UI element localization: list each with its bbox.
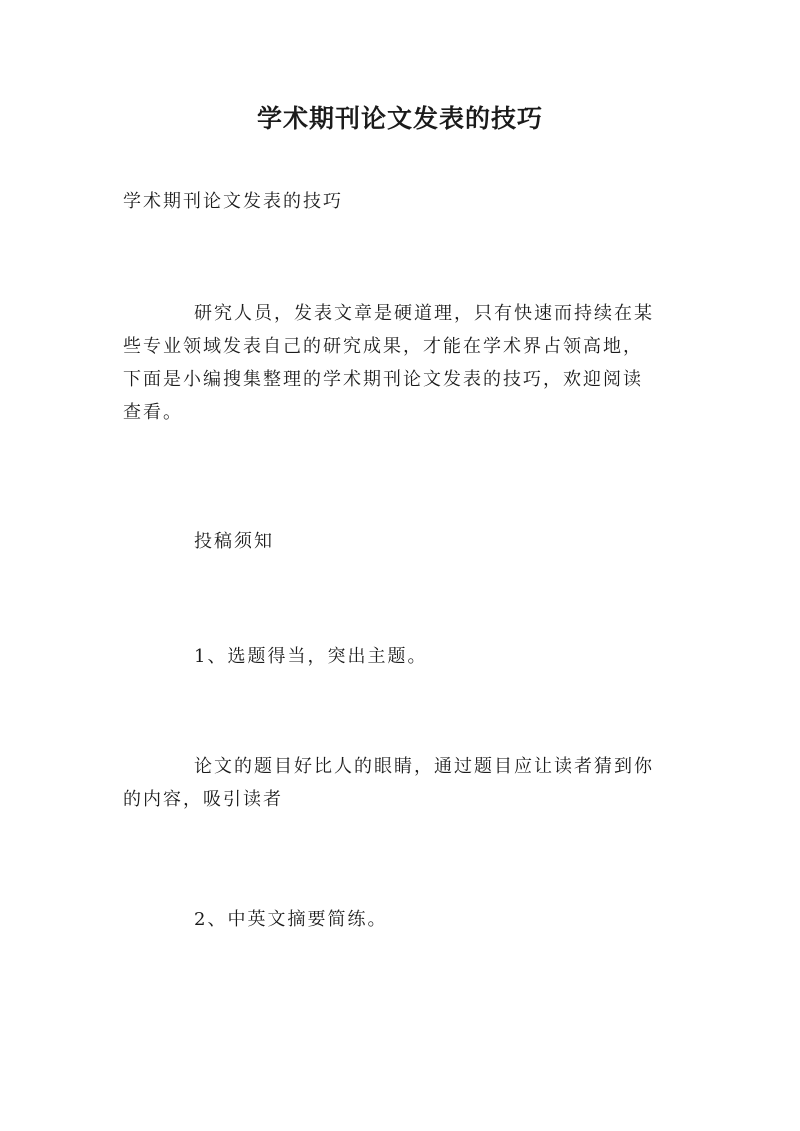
section-heading-text: 投稿须知 (194, 531, 274, 552)
document-title: 学术期刊论文发表的技巧 (256, 104, 543, 133)
section-heading (123, 525, 683, 558)
intro-line: 些专业领域发表自己的研究成果，才能在学术界占领高地， (123, 336, 643, 357)
point-1-heading (123, 640, 683, 673)
intro-paragraph (123, 297, 683, 429)
document-subtitle (123, 185, 683, 218)
point-1-body-line: 的内容，吸引读者 (123, 789, 283, 810)
intro-line: 下面是小编搜集整理的学术期刊论文发表的技巧，欢迎阅读 (123, 369, 643, 390)
point-2-heading (123, 903, 683, 936)
subtitle-text: 学术期刊论文发表的技巧 (123, 191, 343, 212)
point-2-heading-text: 2、中英文摘要简练。 (194, 909, 388, 930)
point-1-body-line: 论文的题目好比人的眼睛，通过题目应让读者猜到你 (194, 756, 654, 777)
point-1-body (123, 750, 683, 816)
intro-line: 查看。 (123, 402, 183, 423)
intro-line: 研究人员，发表文章是硬道理，只有快速而持续在某 (194, 303, 654, 324)
point-1-heading-text: 1、选题得当，突出主题。 (194, 646, 428, 667)
